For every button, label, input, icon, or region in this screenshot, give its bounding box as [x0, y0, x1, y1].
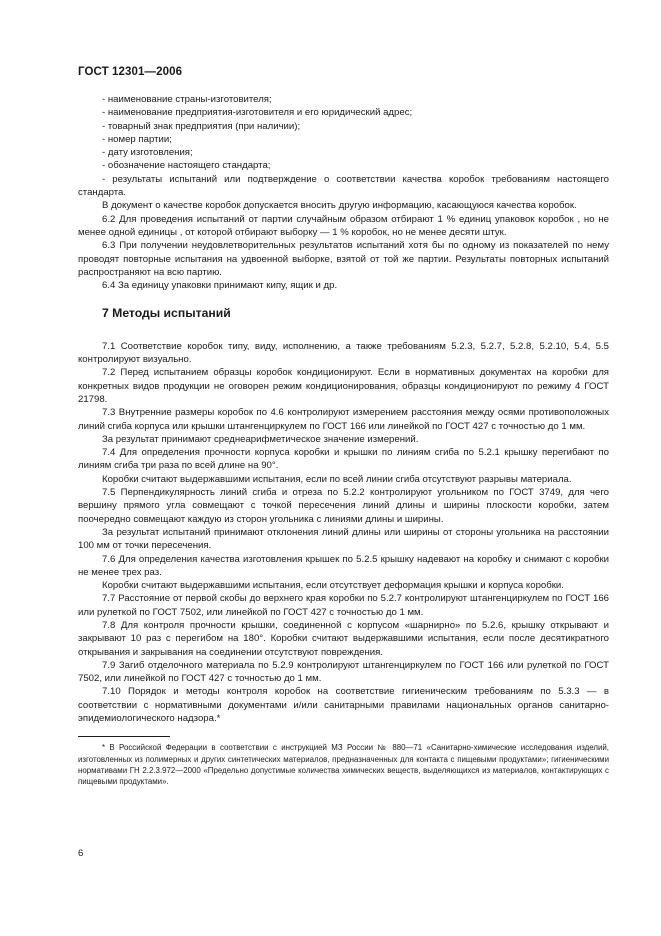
paragraph: 7.5 Перпендикулярность линий сгиба и отреза по 5.2.2 контролируют угольником по ГОСТ 3749, для чего вершину прямого угла совмещают с точкой пересечения линий длины и ширины плоскости коробки, затем поочередно совмещают каждую из сторон угольника с линиями длины и ширины.	[78, 487, 609, 525]
paragraph: 6.2 Для проведения испытаний от партии случайным образом отбирают 1 % единиц упаковок коробок , но не менее одной единицы , от которой отбирают выборку — 1 % коробок, но не менее десяти штук.	[78, 213, 609, 238]
paragraph: 7.7 Расстояние от первой скобы до верхнего края коробки по 5.2.7 контролируют штангенциркулем по ГОСТ 166 или рулеткой по ГОСТ 7502, или линейкой по ГОСТ 427 с точностью до 1 мм.	[78, 593, 609, 618]
paragraph: 7.1 Соответствие коробок типу, виду, исполнению, а также требованиям 5.2.3, 5.2.7, 5.2.8, 5.2.10, 5.4, 5.5 контролируют визуально.	[78, 340, 609, 366]
section-7	[78, 340, 609, 726]
paragraph: 7.9 Загиб отделочного материала по 5.2.9 контролируют штангенциркулем по ГОСТ 166 или рулеткой по ГОСТ 7502, или линейкой по ГОСТ 427 с точностью до 1 мм.	[78, 659, 609, 685]
footnote-divider	[78, 736, 170, 737]
paragraph: 7.10 Порядок и методы контроля коробок на соответствие гигиеническим требованиям по 5.3.3 — в соответствии с нормативными документами и/или санитарными правилами национальных органов санитарно-эпидемиологического надзора.*	[78, 686, 609, 725]
paragraph: 7.8 Для контроля прочности крышки, соединенной с корпусом «шарнирно» по 5.2.6, крышку открывают и закрывают 10 раз с перегибом на 180°. Коробки считают выдержавшими испытания, если после десятикратного открывания и закрывания на соединении отсутствуют повреждения.	[78, 619, 609, 658]
paragraph: 7.4 Для определения прочности корпуса коробки и крышки по линиям сгиба по 5.2.1 крышку перегибают по линиям сгиба три раза по всей длине на 90°.	[78, 447, 609, 472]
list-item: - обозначение настоящего стандарта;	[102, 160, 271, 172]
paragraph: 7.2 Перед испытанием образцы коробок кондиционируют. Если в нормативных документах на коробки для конкретных видов продукции не оговорен режим кондиционирования, образцы кондиционируют по режиму 4 ГОСТ 21798.	[78, 367, 609, 405]
document-header: ГОСТ 12301—2006	[78, 66, 183, 78]
paragraph: 6.4 За единицу упаковки принимают кипу, ящик и др.	[102, 280, 338, 292]
marking-list	[78, 93, 609, 199]
page-content	[78, 93, 609, 787]
paragraph: 7.6 Для определения качества изготовления крышек по 5.2.5 крышку надевают на коробку и снимают с коробки не менее трех раз.	[78, 553, 609, 578]
paragraph: 6.3 При получении неудовлетворительных результатов испытаний хотя бы по одному из показателей по нему проводят повторные испытания на удвоенной выборке, взятой от той же партии. Результаты повторных испытаний распространяют на всю партию.	[78, 240, 609, 278]
paragraph: В документ о качестве коробок допускается вносить другую информацию, касающуюся качества коробок.	[102, 200, 577, 212]
list-item: - номер партии;	[102, 133, 172, 145]
section-6	[78, 199, 609, 292]
list-item: - дату изготовления;	[102, 147, 193, 159]
section-title: 7 Методы испытаний	[102, 306, 231, 321]
page-number: 6	[78, 848, 84, 859]
list-item: - результаты испытаний или подтверждение о соответствии качества коробок требованиям настоящего стандарта.	[78, 173, 609, 199]
footnote: * В Российской Федерации в соответствии с инструкцией МЗ России № 880—71 «Санитарно-химические исследования изделий, изготовленных из полимерных и других синтетических материалов, предназначенных для контакта с пищевыми продуктами»; гигиеническими нормативами ГН 2.2.3.972—2000 «Предельно допустимые количества химических веществ, выделяющихся из материалов, контактирующих с пищевыми продуктами».	[78, 743, 609, 786]
paragraph: За результат принимают среднеарифметическое значение измерений.	[102, 433, 419, 445]
paragraph: Коробки считают выдержавшими испытания, если отсутствует деформация крышки и корпуса коробки.	[102, 580, 564, 592]
list-item: - наименование страны-изготовителя;	[102, 94, 272, 105]
paragraph: Коробки считают выдержавшими испытания, если по всей линии сгиба отсутствуют разрывы материала.	[102, 473, 572, 485]
paragraph: За результат испытаний принимают отклонения линий длины или ширины от стороны угольника на расстоянии 100 мм от точки пересечения.	[78, 526, 609, 552]
paragraph: 7.3 Внутренние размеры коробок по 4.6 контролируют измерением расстояния между осями противоположных линий сгиба корпуса или крышки штангенциркулем по ГОСТ 166 или линейкой по ГОСТ 427 с точностью до 1 мм.	[78, 407, 609, 432]
list-item: - товарный знак предприятия (при наличии);	[102, 120, 301, 132]
list-item: - наименование предприятия-изготовителя и его юридический адрес;	[102, 107, 413, 119]
